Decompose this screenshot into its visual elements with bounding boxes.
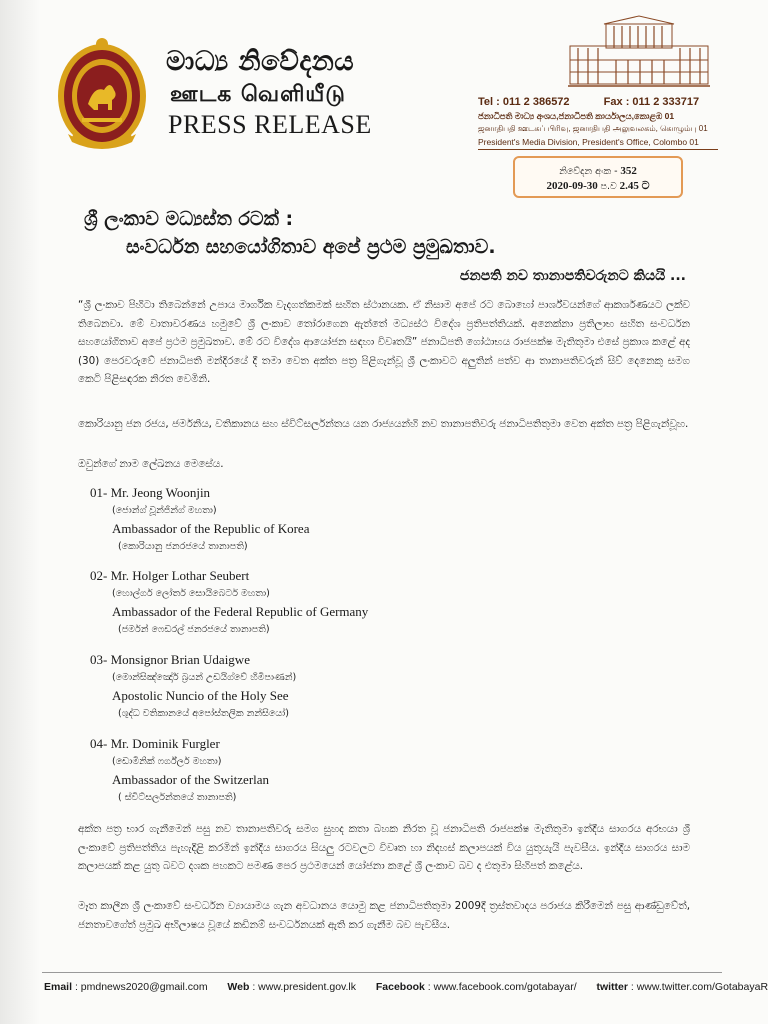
title-english: PRESS RELEASE — [168, 110, 372, 139]
reference-time-prefix: ප.ව — [600, 181, 617, 192]
tel-number: : 011 2 386572 — [496, 96, 570, 108]
ambassador-entry-2 — [90, 567, 368, 639]
footer-contacts — [44, 981, 768, 993]
headline-line-1: ශ්‍රී ලංකාව මධ්‍යස්ත රටක් : — [84, 208, 294, 230]
phone-fax-line — [478, 96, 718, 108]
ambassador-index: 03- — [90, 652, 108, 667]
email-link[interactable]: : pmdnews2020@gmail.com — [74, 981, 208, 993]
reference-date: 2020-09-30 — [546, 180, 598, 192]
ambassador-name: Mr. Jeong Woonjin — [110, 485, 211, 500]
ambassador-title: Ambassador of the Switzerlan — [112, 772, 270, 787]
title-sinhala: මාධ්‍ය නිවේදනය — [166, 46, 355, 77]
ambassador-title: Ambassador of the Republic of Korea — [112, 521, 310, 536]
ambassador-name-sinhala: (ඩොමිනික් ෆර්ග්ලර් මහතා) — [112, 756, 222, 767]
web-label: Web — [227, 981, 250, 993]
ambassador-name-sinhala: (හොල්ගර් ලෝතර් සොයිබෙටර් මහතා) — [112, 588, 270, 599]
ambassador-name: Mr. Holger Lothar Seubert — [110, 568, 250, 583]
paragraph-1: “ශ්‍රී ලංකාව පිහිටා තිබෙන්නේ උපාය මාර්ගික වැදගත්කමක් සහිත ස්ථානයක. ඒ නිසාම අපේ රට බොහෝ පාර්ශ්වයන්ගේ ආකර්ශණයට ලක්ව තිබෙනවා. මේ වාතාවරණය හමුවේ ශ්‍රී ලංකාව තෝරාගෙන ඇත්තේ මධ්‍යස්ථ විදේශ ප්‍රතිපත්තියක්. අනෙක්නා ප්‍රතිලාභ සහිත සංවර්ධන සහයෝගිතාව අපේ ප්‍රථම ප්‍රමුඛතාව. මේ රට විදේශ ආයෝජන සඳහා විවෘතයි” ජනාධිපති ගෝඨාභය රාජපක්ෂ මැතිතුමා එසේ ප්‍රකාශ කළේ අද (30) පෙරවරුවේ ජනාධිපති මන්දිරයේ දී තමා වෙත අක්ත පත්‍ර පිළිගැන්වූ ශ්‍රී ලංකාවට අලුතින් පත්ව ආ තානාපතිවරුන් සිව් දෙනෙකු සමග කෙටි පිළිසඳරක නිරත වෙමිනි. — [78, 299, 690, 385]
ambassador-title-sinhala: ( ස්විට්සර්ලන්තයේ තානාපති) — [118, 792, 237, 803]
ambassador-name: Monsignor Brian Udaigwe — [110, 652, 250, 667]
facebook-label: Facebook — [375, 981, 425, 993]
ambassador-entry-1 — [90, 484, 309, 556]
paragraph-5: මෑත කාලීන ශ්‍රී ලංකාවේ සංවර්ධන ව්‍යායාමය ගැන අවධානය යොමු කළ ජනාධිපතිතුමා 2009දී ත්‍රස්තවාදය පරාජය කිරීමෙන් පසු ආණ්ඩුවේත්, ජනතාවගේත් ප්‍රමුඛ අභිලාෂය වූයේ කඩිනම් සංවර්ධනයක් ඇති කර ගැනීම බව පැවසීය. — [78, 900, 690, 931]
ambassador-title-sinhala: (ශුද්ධ වතිකානයේ අපෝස්තලික නන්සියෝ) — [118, 708, 289, 719]
title-tamil: ஊடக வெளியீடு — [170, 82, 346, 107]
fax-number: : 011 2 333717 — [625, 96, 700, 108]
ambassador-index: 02- — [90, 568, 108, 583]
ambassador-name-sinhala: (මොන්සිඤ්ඤෝර් බ්‍රයන් උඩයිග්වේ හිමිපාණන්) — [112, 672, 297, 683]
presidents-office-building-icon — [566, 16, 712, 88]
ambassador-name-sinhala: (ජොන්ග් වූන්ජින්ග් මහතා) — [112, 505, 217, 516]
ambassador-title: Apostolic Nuncio of the Holy See — [112, 688, 289, 703]
ambassador-title-sinhala: (ජර්මන් ෆෙඩරල් ජනරජයේ තානාපති) — [118, 624, 270, 635]
ambassador-name: Mr. Dominik Furgler — [110, 736, 220, 751]
paragraph-3: ඔවුන්ගේ නාම ලේඛනය මෙසේය. — [78, 458, 224, 470]
sri-lanka-emblem-icon — [46, 34, 158, 154]
facebook-link[interactable]: : www.facebook.com/gotabayar/ — [427, 981, 577, 993]
ambassador-index: 04- — [90, 736, 108, 751]
address-english: President's Media Division, President's Office, Colombo 01 — [478, 137, 699, 147]
reference-time: 2.45 ට — [619, 180, 650, 192]
page-edge-shadow — [0, 0, 40, 1024]
ambassador-entry-3 — [90, 651, 296, 723]
email-label: Email — [44, 981, 73, 993]
contact-block — [478, 96, 718, 150]
address-tamil: ஜனாதிபதி ஊடகப் பிரிவு, ஜனாதிபதி அலுவலகம், கொழும்பு 01 — [478, 124, 708, 133]
reference-number-label: නිවේදන අංක - — [559, 166, 618, 177]
tel-label: Tel — [478, 96, 494, 108]
subheadline: ජනපති නව තානාපතිවරුනට කියයි ... — [459, 268, 686, 284]
twitter-label: twitter — [596, 981, 628, 993]
web-link[interactable]: : www.president.gov.lk — [252, 981, 357, 993]
paragraph-2: කොරියානු ජන රජය, ජර්මනිය, වතිකානය සහ ස්විට්සර්ලන්තය යන රාජ්‍යයන්හි නව තානාපතිවරු ජනාධිපතිතුමා වෙත අක්ත පත්‍ර පිළිගැන්වූහ. — [78, 418, 689, 430]
ambassador-title-sinhala: (කොරියානු ජනරජයේ තානාපති) — [118, 541, 248, 552]
headline-line-2: සංවර්ධන සහයෝගිතාව අපේ ප්‍රථම ප්‍රමුඛතාව. — [126, 236, 496, 258]
ambassador-index: 01- — [90, 485, 108, 500]
paragraph-4: අක්ත පත්‍ර භාර ගැනීමෙන් පසු නව තානාපතිවරු සමග සුහද කතා බහක නිරත වූ ජනාධිපති රාජපක්ෂ මැතිතුමා ඉන්දීය සාගරය අරභයා ශ්‍රී ලංකාවේ ප්‍රතිපත්තිය පැහැදිළි කරමින් ඉන්දීය සාගරය සියලු රටවලට විවෘත හා නිදහස් කලාපයක් විය යුතුයැයි පැවසීය. ඉන්දීය සාගරය සාම කලාපයක් කළ යුතු බවට දශක පහකට පමණ පෙර ප්‍රථමයෙන් යෝජනා කළේ ශ්‍රී ලංකාව බව ද එතුමා සිහිපත් කළේය. — [78, 823, 690, 872]
twitter-link[interactable]: : www.twitter.com/GotabayaR — [630, 981, 768, 993]
reference-box — [513, 156, 683, 198]
header-rule — [478, 149, 718, 150]
ambassador-entry-4 — [90, 735, 269, 807]
fax-label: Fax — [603, 96, 623, 108]
reference-number: 352 — [620, 165, 637, 177]
ambassador-title: Ambassador of the Federal Republic of Germany — [112, 604, 369, 619]
footer-rule — [42, 972, 722, 973]
address-sinhala: ජනාධිපති මාධ්‍ය අංශය,ජනාධිපති කාර්යාලය,කොළඹ 01 — [478, 111, 675, 121]
